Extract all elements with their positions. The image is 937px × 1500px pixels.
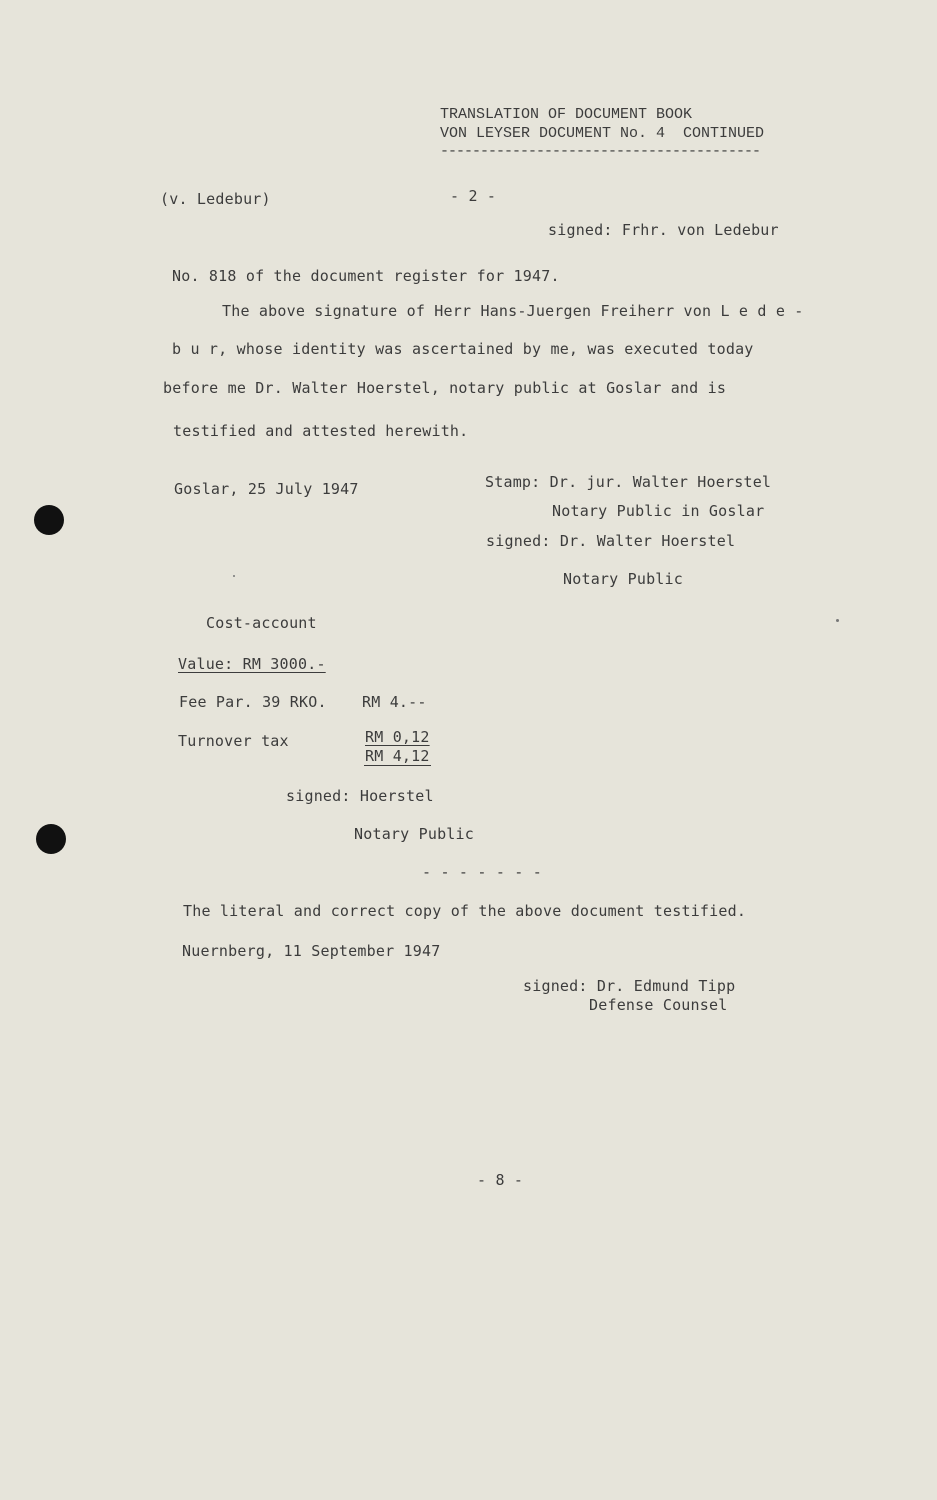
stamp-line: Stamp: Dr. jur. Walter Hoerstel — [485, 473, 772, 491]
certification-statement: The literal and correct copy of the above document testified. — [183, 902, 747, 920]
notary-signed-title: Notary Public — [563, 570, 683, 588]
certification-signed-title: Defense Counsel — [589, 996, 728, 1014]
paragraph-line-1: The above signature of Herr Hans-Juergen Freiherr von L e d e - — [222, 302, 804, 320]
stamp-title: Notary Public in Goslar — [552, 502, 765, 520]
header-title-line1: TRANSLATION OF DOCUMENT BOOK — [440, 106, 693, 123]
fee-label: Fee Par. 39 RKO. — [179, 693, 327, 711]
paragraph-line-3: before me Dr. Walter Hoerstel, notary public at Goslar and is — [163, 379, 727, 397]
punch-hole-lower — [36, 824, 66, 854]
notary-signed-line: signed: Dr. Walter Hoerstel — [486, 532, 736, 550]
author-reference: (v. Ledebur) — [160, 190, 271, 208]
paragraph-line-4: testified and attested herewith. — [173, 422, 469, 440]
fee-amount: RM 4.-- — [362, 693, 427, 711]
cost-account-heading: Cost-account — [206, 614, 317, 632]
page-marker: - 2 - — [450, 187, 497, 205]
cost-signed-title: Notary Public — [354, 825, 474, 843]
cost-value-line: Value: RM 3000.- — [178, 655, 326, 673]
signed-ledebur: signed: Frhr. von Ledebur — [548, 221, 779, 239]
tax-label: Turnover tax — [178, 732, 289, 750]
register-line: No. 818 of the document register for 1947. — [172, 267, 560, 285]
header-title-line2: VON LEYSER DOCUMENT No. 4 CONTINUED — [440, 125, 765, 142]
paper-speck — [233, 575, 235, 577]
tax-amount: RM 0,12 — [365, 728, 430, 746]
section-separator: - - - - - - - — [422, 863, 542, 881]
total-underline — [364, 765, 431, 766]
paper-speck — [836, 619, 839, 622]
paragraph-line-2: b u r, whose identity was ascertained by me, was executed today — [172, 340, 754, 358]
punch-hole-upper — [34, 505, 64, 535]
cost-signed-line: signed: Hoerstel — [286, 787, 434, 805]
total-amount: RM 4,12 — [365, 747, 430, 765]
header-dashes: ---------------------------------------- — [440, 143, 761, 160]
page-number: - 8 - — [477, 1171, 524, 1189]
place-date-goslar: Goslar, 25 July 1947 — [174, 480, 359, 498]
certification-place-date: Nuernberg, 11 September 1947 — [182, 942, 441, 960]
certification-signed-line: signed: Dr. Edmund Tipp — [523, 977, 736, 995]
